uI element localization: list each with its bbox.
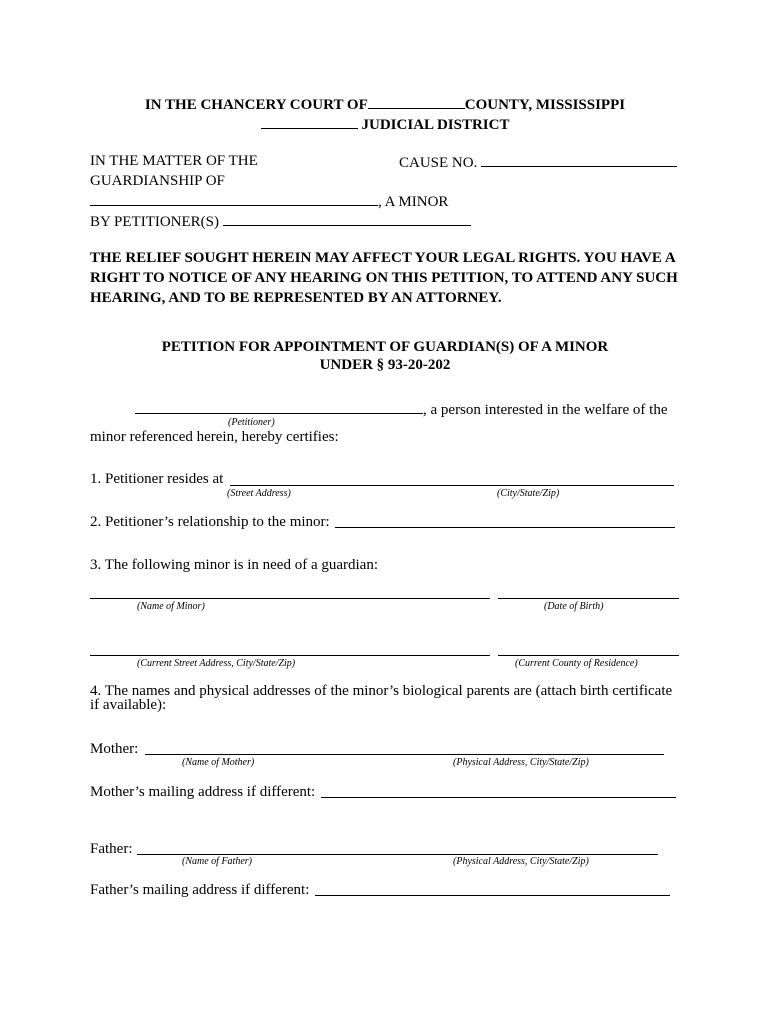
cause-label: CAUSE NO. — [399, 155, 478, 171]
court-heading-line2 — [0, 114, 770, 134]
street-caption: (Street Address) — [227, 488, 291, 499]
father-name-caption: (Name of Father) — [182, 856, 252, 867]
county-field[interactable] — [498, 655, 679, 656]
cause-number-blank[interactable] — [481, 152, 677, 167]
mother-field[interactable] — [145, 754, 664, 755]
minor-name-blank[interactable] — [90, 191, 378, 206]
father-field[interactable] — [137, 854, 658, 855]
city-caption: (City/State/Zip) — [497, 488, 560, 499]
cause-row — [399, 152, 677, 172]
court-prefix: IN THE CHANCERY COURT OF — [144, 97, 368, 113]
mother-address-caption: (Physical Address, City/State/Zip) — [453, 757, 589, 768]
district-label: JUDICIAL DISTRICT — [361, 117, 510, 133]
mother-label: Mother: — [90, 741, 139, 757]
petitioner-blank[interactable] — [223, 211, 471, 226]
minor-address-field[interactable] — [90, 655, 490, 656]
minor-name-field[interactable] — [90, 598, 490, 599]
petition-title-line1: PETITION FOR APPOINTMENT OF GUARDIAN(S) OF A MINOR — [161, 339, 609, 355]
minor-name-row — [90, 191, 448, 211]
item2-label: 2. Petitioner’s relationship to the minor: — [90, 514, 330, 530]
item3-label: 3. The following minor is in need of a guardian: — [90, 557, 378, 573]
county-caption: (Current County of Residence) — [515, 658, 638, 669]
mother-name-caption: (Name of Mother) — [182, 757, 255, 768]
relationship-blank[interactable] — [335, 527, 675, 528]
district-blank[interactable] — [261, 114, 358, 129]
intro-row — [135, 399, 667, 419]
petitioner-caption: (Petitioner) — [228, 417, 275, 428]
warning-line1: THE RELIEF SOUGHT HEREIN MAY AFFECT YOUR LEGAL RIGHTS. YOU HAVE A — [90, 250, 676, 266]
dob-field[interactable] — [498, 598, 679, 599]
petitioner-name-blank[interactable] — [135, 399, 423, 414]
residence-blank[interactable] — [230, 485, 674, 486]
minor-address-caption: (Current Street Address, City/State/Zip) — [137, 658, 296, 669]
county-blank[interactable] — [368, 94, 465, 109]
item4-line2: if available): — [90, 697, 167, 713]
father-address-caption: (Physical Address, City/State/Zip) — [453, 856, 589, 867]
father-mailing-field[interactable] — [315, 895, 670, 896]
warning-line2: RIGHT TO NOTICE OF ANY HEARING ON THIS PETITION, TO ATTEND ANY SUCH — [90, 270, 678, 286]
court-heading-line1 — [0, 94, 770, 114]
item4-line1: 4. The names and physical addresses of the minor’s biological parents are (attach birth certificate — [90, 683, 673, 699]
intro-line2: minor referenced herein, hereby certifies: — [90, 429, 339, 445]
warning-line3: HEARING, AND TO BE REPRESENTED BY AN ATTORNEY. — [90, 290, 502, 306]
petitioner-row — [90, 211, 471, 231]
intro-text: , a person interested in the welfare of the — [423, 402, 668, 418]
father-mailing-label: Father’s mailing address if different: — [90, 882, 310, 898]
item1-label: 1. Petitioner resides at — [90, 471, 224, 487]
mother-mailing-label: Mother’s mailing address if different: — [90, 784, 316, 800]
dob-caption: (Date of Birth) — [544, 601, 604, 612]
minor-suffix: , A MINOR — [378, 194, 449, 210]
court-suffix: COUNTY, MISSISSIPPI — [464, 97, 626, 113]
matter-line2: GUARDIANSHIP OF — [90, 173, 225, 189]
matter-line1: IN THE MATTER OF THE — [90, 153, 258, 169]
petitioner-label: BY PETITIONER(S) — [90, 214, 220, 230]
mother-mailing-field[interactable] — [321, 797, 676, 798]
minor-name-caption: (Name of Minor) — [137, 601, 205, 612]
petition-title-line2: UNDER § 93-20-202 — [319, 357, 451, 373]
father-label: Father: — [90, 841, 133, 857]
